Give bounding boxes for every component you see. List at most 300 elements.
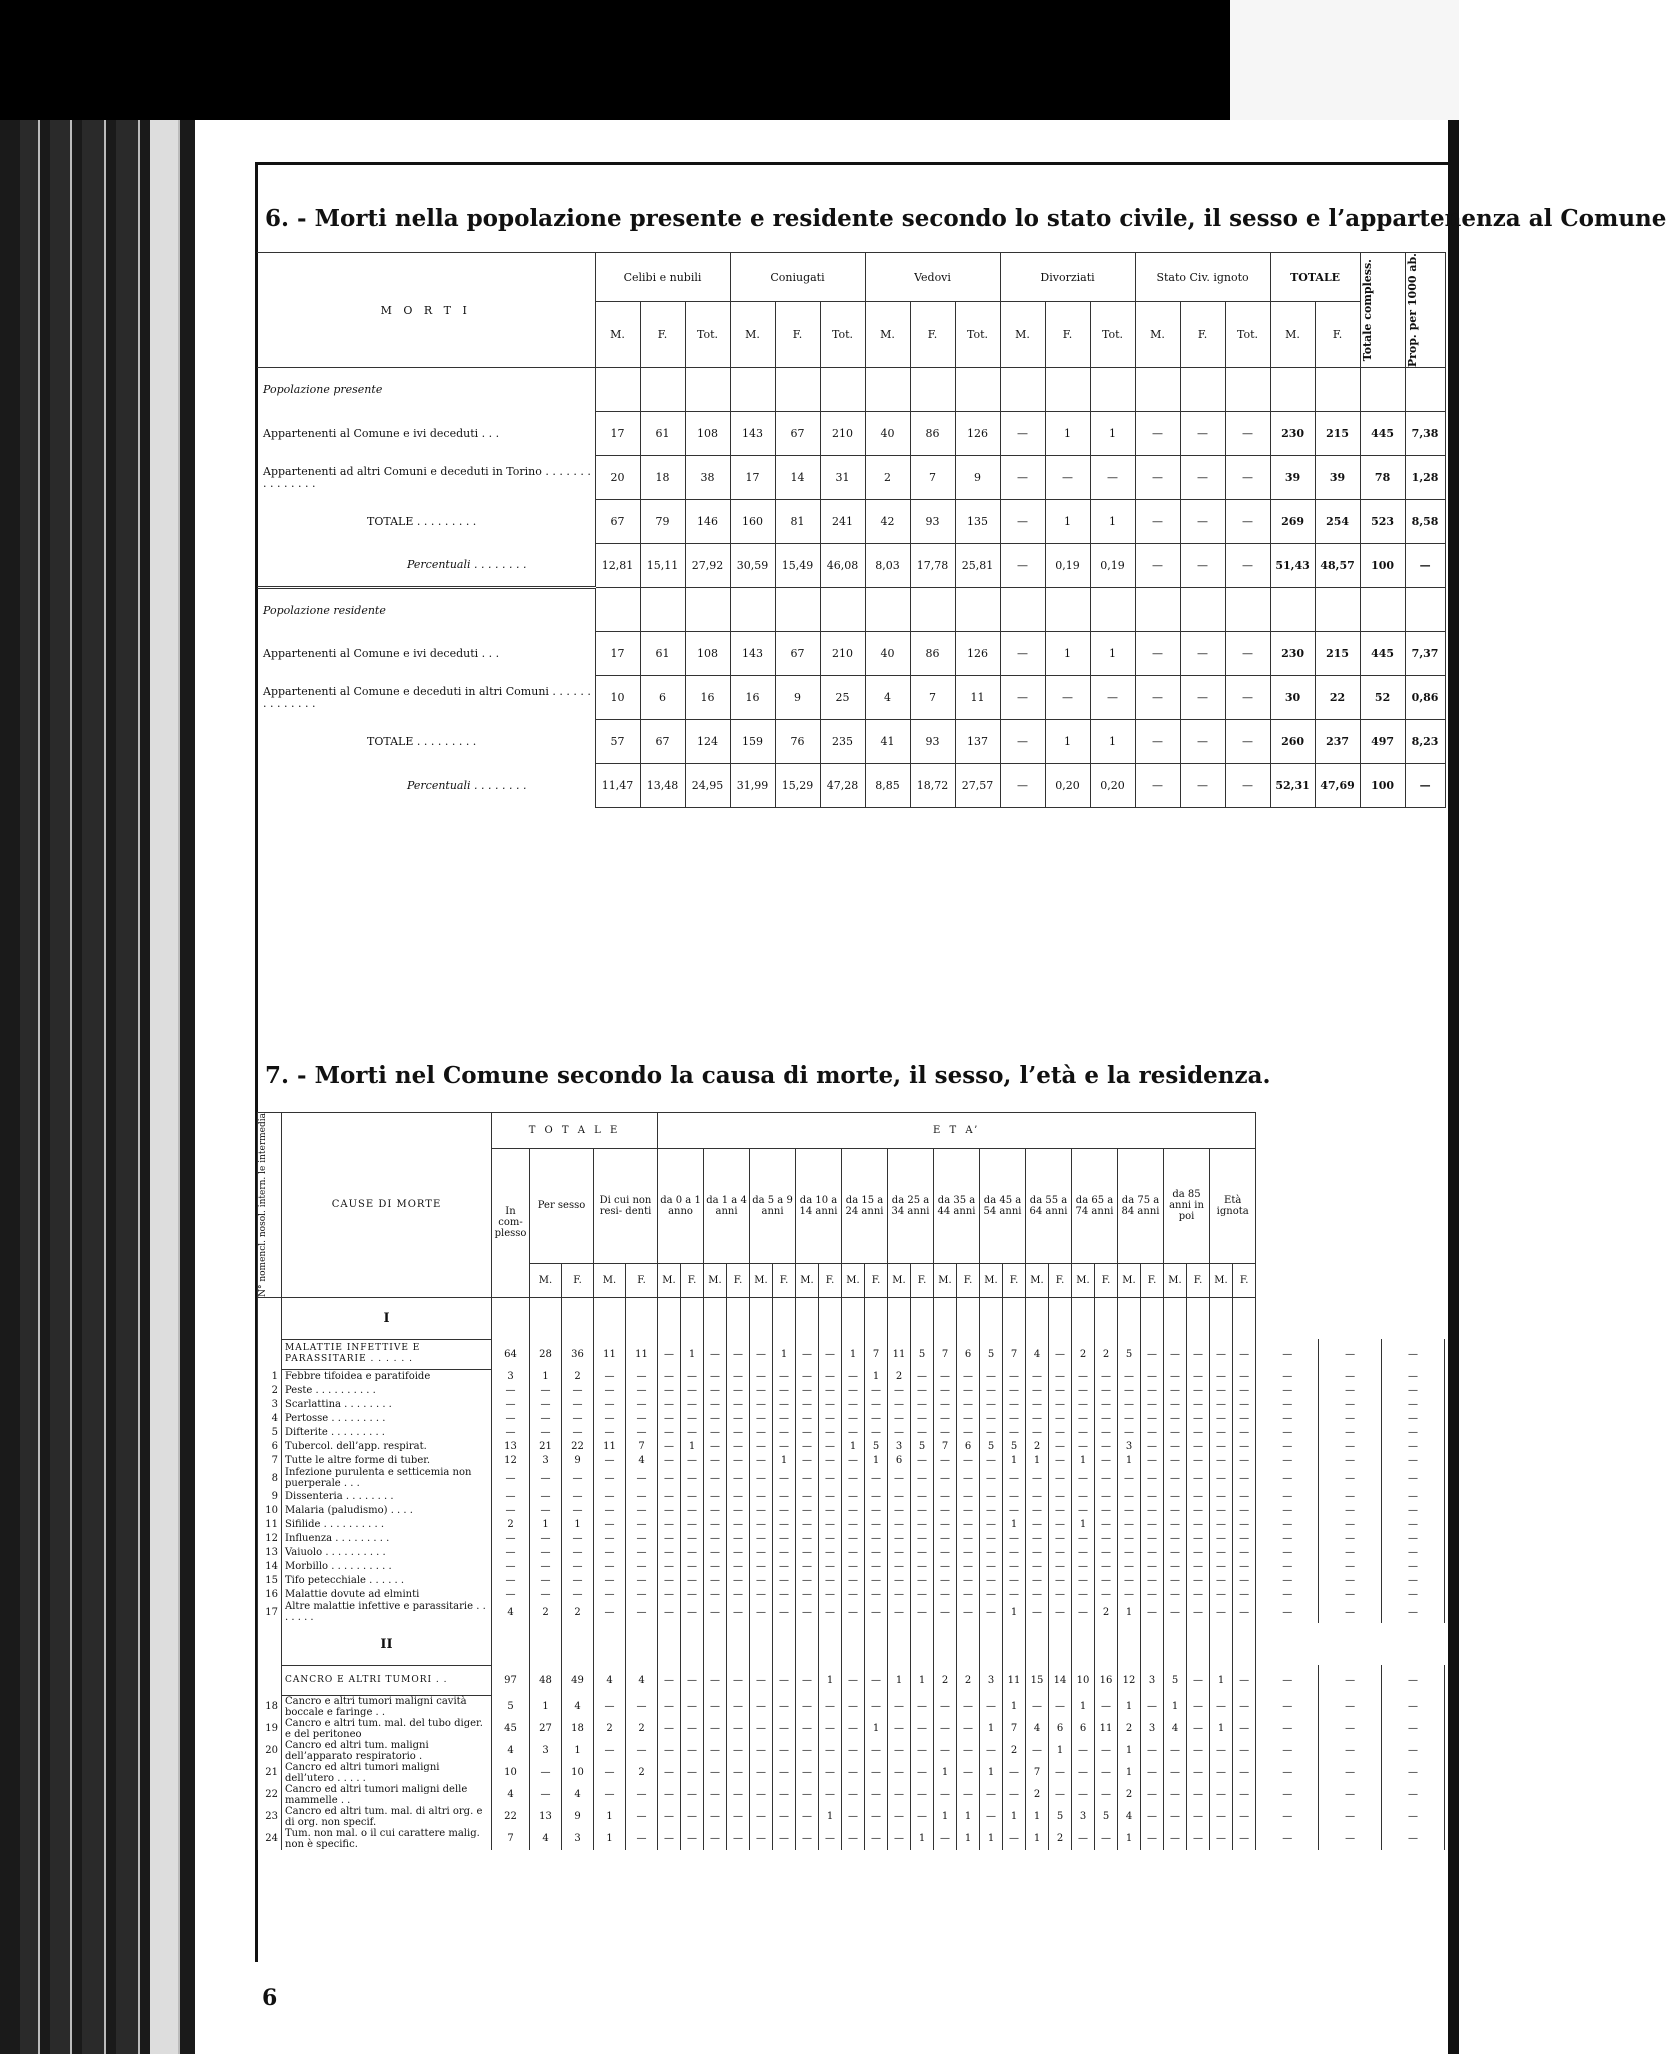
- table7-cell: —: [796, 1784, 819, 1806]
- table7-cell: —: [1026, 1369, 1049, 1383]
- table7-cell: 7: [934, 1439, 957, 1453]
- table6-cell: 67: [775, 632, 820, 676]
- table7-empty-cell: [562, 1311, 594, 1325]
- table6-empty-cell: [955, 368, 1000, 412]
- table7-cell: —: [658, 1397, 681, 1411]
- table7-cell: —: [1049, 1545, 1072, 1559]
- table6-cell: —: [1135, 632, 1180, 676]
- table7-cell: —: [796, 1517, 819, 1531]
- table7-cell: —: [1187, 1665, 1210, 1695]
- table7-empty-cell: [562, 1637, 594, 1651]
- table7-cell: —: [980, 1453, 1003, 1467]
- table7-empty-cell: [796, 1325, 819, 1339]
- table7-cell: —: [1072, 1784, 1095, 1806]
- table7-empty-cell: [1187, 1311, 1210, 1325]
- table6-cell: —: [1225, 720, 1270, 764]
- table7-cell: —: [1164, 1784, 1187, 1806]
- table7-row: [258, 1489, 1445, 1503]
- table7-cell: —: [1003, 1503, 1026, 1517]
- table7-cell: —: [1187, 1784, 1210, 1806]
- table7-empty-cell: [934, 1623, 957, 1637]
- table7-cell: —: [1049, 1784, 1072, 1806]
- table7-empty-cell: [957, 1637, 980, 1651]
- table6-empty-cell: [1135, 588, 1180, 632]
- table7-cell: —: [980, 1425, 1003, 1439]
- table7-row-num: 19: [258, 1718, 282, 1740]
- table7-cell: —: [1233, 1740, 1256, 1762]
- table7-cell: —: [750, 1740, 773, 1762]
- table7-empty-cell: [957, 1311, 980, 1325]
- table6-empty-cell: [865, 368, 910, 412]
- table7-cell: —: [865, 1383, 888, 1397]
- table6-cell: —: [1045, 676, 1090, 720]
- table7-cell: —: [1382, 1587, 1445, 1601]
- table7-cell: —: [594, 1397, 626, 1411]
- table7-empty-cell: [658, 1651, 681, 1665]
- table7-cell: —: [1319, 1718, 1382, 1740]
- table6-cell: 25: [820, 676, 865, 720]
- table7-cell: —: [1049, 1453, 1072, 1467]
- table7-row-label: Scarlattina . . . . . . . .: [282, 1397, 492, 1411]
- table7-row-label: Tifo petecchiale . . . . . .: [282, 1573, 492, 1587]
- table7-cell: —: [842, 1517, 865, 1531]
- table7-cell: —: [1319, 1545, 1382, 1559]
- table7-cell: —: [1164, 1383, 1187, 1397]
- table7-cell: 2: [1026, 1439, 1049, 1453]
- table7-cell: —: [626, 1573, 658, 1587]
- table6-sub-m: M.: [1270, 302, 1315, 368]
- table7-cell: 2: [1095, 1339, 1118, 1369]
- table6-empty-cell: [910, 588, 955, 632]
- table7-cell: —: [492, 1545, 530, 1559]
- table7-age-group: da 75 a 84 anni: [1118, 1149, 1164, 1264]
- table7-cell: —: [842, 1784, 865, 1806]
- table7-cell: 1: [911, 1665, 934, 1695]
- table7-cell: —: [1003, 1411, 1026, 1425]
- table7-empty-cell: [1187, 1623, 1210, 1637]
- table7-empty-cell: [704, 1297, 727, 1311]
- table7-cell: —: [750, 1383, 773, 1397]
- table7-cell: 3: [980, 1665, 1003, 1695]
- table7-cell: —: [681, 1806, 704, 1828]
- table7-cell: —: [865, 1489, 888, 1503]
- table7-empty-cell: [1118, 1325, 1141, 1339]
- table7-cell: —: [681, 1517, 704, 1531]
- table7-cell: —: [1187, 1587, 1210, 1601]
- table7-cell: —: [934, 1559, 957, 1573]
- table7-cell: —: [842, 1601, 865, 1623]
- table7-cell: —: [842, 1467, 865, 1489]
- table7-cell: —: [819, 1718, 842, 1740]
- table7-cell: —: [594, 1762, 626, 1784]
- table7-cell: —: [704, 1665, 727, 1695]
- table7-cell: —: [562, 1559, 594, 1573]
- table7-sub-m: M.: [1118, 1263, 1141, 1297]
- table7-cell: —: [1003, 1425, 1026, 1439]
- table7-cell: —: [1141, 1439, 1164, 1453]
- table7-empty-cell: [1003, 1637, 1026, 1651]
- table7-cell: —: [1049, 1601, 1072, 1623]
- table7-empty-cell: [1072, 1637, 1095, 1651]
- table7-cell: —: [626, 1531, 658, 1545]
- table7-cell: —: [1095, 1762, 1118, 1784]
- table7-empty-cell: [911, 1651, 934, 1665]
- table7-cell: —: [530, 1784, 562, 1806]
- table7-cell: —: [727, 1784, 750, 1806]
- table7-empty-cell: [842, 1623, 865, 1637]
- table7-roman-row: [258, 1311, 1445, 1325]
- table7-cell: —: [957, 1517, 980, 1531]
- table7-cell: —: [957, 1587, 980, 1601]
- table6-cell: 135: [955, 500, 1000, 544]
- table7-section-roman: I: [383, 1310, 390, 1326]
- table7-cell: —: [957, 1411, 980, 1425]
- table7-cell: —: [594, 1695, 626, 1718]
- table7-cell: —: [681, 1762, 704, 1784]
- table7-cell: —: [796, 1467, 819, 1489]
- table7-cell: —: [865, 1531, 888, 1545]
- table7-cell: 22: [492, 1806, 530, 1828]
- table7-cell: —: [1256, 1425, 1319, 1439]
- table7-row: [258, 1559, 1445, 1573]
- table7-cell: —: [865, 1425, 888, 1439]
- table7-cell: —: [888, 1762, 911, 1784]
- table6-cell: 215: [1315, 412, 1360, 456]
- table7-cell: —: [492, 1573, 530, 1587]
- table7-empty-cell: [957, 1623, 980, 1637]
- table7-row-num: 7: [258, 1453, 282, 1467]
- table7-cell: —: [681, 1740, 704, 1762]
- table7-empty-cell: [594, 1623, 626, 1637]
- table6-cell: 497: [1360, 720, 1405, 764]
- table7-cell: —: [562, 1587, 594, 1601]
- table7-cell: 4: [492, 1784, 530, 1806]
- table7-cell: —: [1210, 1740, 1233, 1762]
- table6-sub-f: F.: [1180, 302, 1225, 368]
- table7-empty-cell: [1210, 1637, 1233, 1651]
- table7-cell: —: [1382, 1369, 1445, 1383]
- table7-body: [258, 1297, 1445, 1850]
- table7-cell: —: [911, 1425, 934, 1439]
- table6-cell: 61: [640, 412, 685, 456]
- table7-cell: —: [658, 1545, 681, 1559]
- table7-cell: —: [773, 1601, 796, 1623]
- table7-age-group: Età ignota: [1210, 1149, 1256, 1264]
- table7-cell: —: [934, 1453, 957, 1467]
- table7-cell: —: [842, 1559, 865, 1573]
- table7-cell: —: [1187, 1545, 1210, 1559]
- table6-empty-cell: [730, 588, 775, 632]
- table7-empty-cell: [562, 1623, 594, 1637]
- table7-cell: —: [594, 1531, 626, 1545]
- table7-cell: —: [658, 1411, 681, 1425]
- table7-cell: —: [1319, 1439, 1382, 1453]
- table6-cell: 11: [955, 676, 1000, 720]
- table7-cell: —: [658, 1489, 681, 1503]
- table6-cell: —: [1000, 764, 1045, 808]
- table7-cell: —: [562, 1397, 594, 1411]
- table7-empty-cell: [750, 1325, 773, 1339]
- table7-cell: —: [704, 1425, 727, 1439]
- table6-cell: 235: [820, 720, 865, 764]
- table6-empty-cell: [640, 368, 685, 412]
- table7-empty-cell: [1003, 1325, 1026, 1339]
- table7-cell: —: [796, 1439, 819, 1453]
- table7-cell: 1: [1049, 1740, 1072, 1762]
- table7-cell: —: [1256, 1601, 1319, 1623]
- table7-cell: —: [727, 1397, 750, 1411]
- table6-empty-cell: [820, 368, 865, 412]
- table7-cell: —: [1072, 1467, 1095, 1489]
- table7-cell: —: [1233, 1559, 1256, 1573]
- table7-row-label: Cancro ed altri tum. mal. di altri org. e di org. non specif.: [282, 1806, 492, 1828]
- table6-cell: 67: [595, 500, 640, 544]
- table7-empty-cell: [1164, 1297, 1187, 1311]
- table7-cell: —: [704, 1806, 727, 1828]
- table6-cell: 93: [910, 720, 955, 764]
- table7-empty-cell: [773, 1637, 796, 1651]
- table7-cell: —: [1141, 1695, 1164, 1718]
- table7-cell: —: [681, 1665, 704, 1695]
- table7-cell: 1: [530, 1517, 562, 1531]
- table6-cell: 76: [775, 720, 820, 764]
- table7-cell: —: [957, 1784, 980, 1806]
- table7-cell: —: [1049, 1339, 1072, 1369]
- table7-cell: —: [1141, 1517, 1164, 1531]
- table7-cell: 3: [1118, 1439, 1141, 1453]
- table7-cell: —: [1256, 1453, 1319, 1467]
- table7-cell: 5: [1118, 1339, 1141, 1369]
- table7-sub-f: F.: [773, 1263, 796, 1297]
- table7-cell: —: [1072, 1601, 1095, 1623]
- table7-cell: —: [704, 1587, 727, 1601]
- table7-empty-cell: [658, 1325, 681, 1339]
- table7-cell: 4: [1026, 1339, 1049, 1369]
- table7-cell: —: [865, 1784, 888, 1806]
- table7-cell: —: [1210, 1439, 1233, 1453]
- table6-cell: 78: [1360, 456, 1405, 500]
- table7-cell: —: [819, 1531, 842, 1545]
- table6-cell: 86: [910, 632, 955, 676]
- table7-row-label: Tum. non mal. o il cui carattere malig. non è specific.: [282, 1828, 492, 1850]
- table6-cell: —: [1225, 456, 1270, 500]
- table6-cell: —: [1180, 412, 1225, 456]
- table6-cell: —: [1135, 720, 1180, 764]
- table7-cell: —: [934, 1784, 957, 1806]
- table7-row-label: Tubercol. dell’app. respirat.: [282, 1439, 492, 1453]
- table7-empty-cell: [796, 1623, 819, 1637]
- table7-cell: —: [796, 1762, 819, 1784]
- table7-row-num: 17: [258, 1601, 282, 1623]
- table6-cell: 38: [685, 456, 730, 500]
- table7-empty-cell: [258, 1339, 282, 1369]
- table7-age-group: da 45 a 54 anni: [980, 1149, 1026, 1264]
- table7-cell: —: [1026, 1503, 1049, 1517]
- table7-cell: —: [594, 1601, 626, 1623]
- table7-cell: —: [865, 1503, 888, 1517]
- table7-cell: 5: [980, 1339, 1003, 1369]
- table7-cell: —: [750, 1517, 773, 1531]
- table7-cell: —: [1141, 1489, 1164, 1503]
- table7-cell: —: [1233, 1369, 1256, 1383]
- table7-cell: —: [530, 1425, 562, 1439]
- table7-group-label: MALATTIE INFETTIVE E PARASSITARIE . . . . . .: [282, 1339, 492, 1369]
- table7-cell: —: [1072, 1503, 1095, 1517]
- table7-empty-cell: [492, 1311, 530, 1325]
- table7-cell: —: [934, 1503, 957, 1517]
- table7-cell: —: [727, 1740, 750, 1762]
- table7-cell: 10: [562, 1762, 594, 1784]
- table7-cell: 1: [1026, 1453, 1049, 1467]
- table7-cell: —: [530, 1545, 562, 1559]
- table7-cell: 7: [1003, 1339, 1026, 1369]
- table6-cell: —: [1090, 456, 1135, 500]
- table7-cell: —: [1256, 1559, 1319, 1573]
- table7-cell: —: [750, 1718, 773, 1740]
- table6-cell: 0,19: [1045, 544, 1090, 588]
- table7-empty-cell: [681, 1325, 704, 1339]
- table7-cell: —: [1164, 1828, 1187, 1850]
- table7-cell: —: [750, 1369, 773, 1383]
- table7-cell: —: [842, 1665, 865, 1695]
- table7-cell: —: [681, 1383, 704, 1397]
- table7-sub-m: M.: [796, 1263, 819, 1297]
- table7-empty-cell: [934, 1297, 957, 1311]
- table7-empty-cell: [980, 1325, 1003, 1339]
- table7-cell: —: [1382, 1784, 1445, 1806]
- table6-cell: 230: [1270, 412, 1315, 456]
- table7-sub-m: M.: [934, 1263, 957, 1297]
- table7-cell: —: [727, 1828, 750, 1850]
- table7-cell: —: [594, 1517, 626, 1531]
- table6-cell: 0,19: [1090, 544, 1135, 588]
- table7-row: [258, 1587, 1445, 1601]
- table7-cell: —: [773, 1383, 796, 1397]
- table7-empty-cell: [1095, 1311, 1118, 1325]
- table7-cell: —: [888, 1806, 911, 1828]
- table7-cell: —: [658, 1517, 681, 1531]
- table7-cell: —: [934, 1573, 957, 1587]
- table7-empty-cell: [594, 1297, 626, 1311]
- table7-cell: —: [1164, 1587, 1187, 1601]
- table6-cell: —: [1225, 764, 1270, 808]
- table7-cell: —: [773, 1425, 796, 1439]
- table7-cell: —: [1118, 1517, 1141, 1531]
- table6-cell: 47,28: [820, 764, 865, 808]
- table6-row: [257, 632, 1445, 676]
- table7-cell: —: [1382, 1573, 1445, 1587]
- table7-cell: —: [1072, 1439, 1095, 1453]
- table7-cell: —: [773, 1695, 796, 1718]
- table7-cell: —: [492, 1397, 530, 1411]
- table7-cell: 3: [530, 1740, 562, 1762]
- table7-cell: —: [1256, 1339, 1319, 1369]
- table7-cell: —: [1210, 1339, 1233, 1369]
- table7-cell: —: [658, 1806, 681, 1828]
- table7-group-row: [258, 1339, 1445, 1369]
- table6-empty-cell: [595, 588, 640, 632]
- table7-row-num: 11: [258, 1517, 282, 1531]
- table7-cell: —: [1382, 1397, 1445, 1411]
- table7-sub-m: M.: [842, 1263, 865, 1297]
- table7-empty-cell: [1072, 1325, 1095, 1339]
- table7-cell: —: [1026, 1587, 1049, 1601]
- table7-cell: 5: [1003, 1439, 1026, 1453]
- table7-empty-cell: [282, 1623, 492, 1637]
- table6-cell: 254: [1315, 500, 1360, 544]
- table6-cell: 1: [1045, 720, 1090, 764]
- table7-cell: —: [1164, 1531, 1187, 1545]
- table7-cell: —: [1049, 1439, 1072, 1453]
- table7-row-label: Cancro e altri tumori maligni cavità boccale e faringe . .: [282, 1695, 492, 1718]
- table7-cell: —: [1095, 1740, 1118, 1762]
- table7-cell: —: [980, 1740, 1003, 1762]
- table7-cell: —: [681, 1489, 704, 1503]
- table7-empty-cell: [594, 1311, 626, 1325]
- table7-row: [258, 1397, 1445, 1411]
- table7-cell: —: [1049, 1411, 1072, 1425]
- table7-cell: —: [1095, 1784, 1118, 1806]
- table7-row-label: Malattie dovute ad elminti: [282, 1587, 492, 1601]
- table7-cell: —: [1187, 1559, 1210, 1573]
- table6-cell: 10: [595, 676, 640, 720]
- table7-row-num: 16: [258, 1587, 282, 1601]
- table7-cell: —: [594, 1740, 626, 1762]
- table7-cell: —: [1095, 1517, 1118, 1531]
- table7-cell: —: [492, 1503, 530, 1517]
- table7-cell: —: [626, 1784, 658, 1806]
- table7-cell: 11: [888, 1339, 911, 1369]
- table7-cell: —: [911, 1573, 934, 1587]
- table7-row-num: 13: [258, 1545, 282, 1559]
- table7-empty-cell: [865, 1651, 888, 1665]
- table7-cell: —: [773, 1397, 796, 1411]
- table7-empty-cell: [888, 1651, 911, 1665]
- table7-cell: —: [594, 1383, 626, 1397]
- table7-title: 7. - Morti nel Comune secondo la causa di morte, il sesso, l’età e la residenza.: [265, 1062, 1271, 1089]
- table7-cell: —: [1072, 1489, 1095, 1503]
- table7-empty-cell: [773, 1623, 796, 1637]
- table7-cell: —: [1118, 1503, 1141, 1517]
- table7-cell: —: [1095, 1559, 1118, 1573]
- table7-empty-cell: [1095, 1651, 1118, 1665]
- table7-empty-cell: [842, 1637, 865, 1651]
- table7-cell: —: [934, 1411, 957, 1425]
- table6-cell: —: [1180, 456, 1225, 500]
- table7-cell: —: [492, 1383, 530, 1397]
- table7-row: [258, 1467, 1445, 1489]
- table7-cell: 5: [980, 1439, 1003, 1453]
- table7-cell: —: [562, 1503, 594, 1517]
- table7-cell: —: [796, 1718, 819, 1740]
- table7-empty-cell: [1026, 1311, 1049, 1325]
- table6-row: [257, 412, 1445, 456]
- table7-empty-cell: [1141, 1651, 1164, 1665]
- table6-sub-tot: Tot.: [955, 302, 1000, 368]
- table7-cell: —: [1210, 1828, 1233, 1850]
- table7-col-sesso: Per sesso: [530, 1149, 594, 1264]
- table7-cell: —: [750, 1587, 773, 1601]
- table6-cell: 260: [1270, 720, 1315, 764]
- table6-cell: —: [1135, 764, 1180, 808]
- table7-row-label: Altre malattie infettive e parassitarie . . . . . . .: [282, 1601, 492, 1623]
- table7-cell: 4: [530, 1828, 562, 1850]
- table7-cell: —: [1233, 1383, 1256, 1397]
- table7-cell: —: [796, 1397, 819, 1411]
- table7-empty-cell: [704, 1325, 727, 1339]
- table7-empty-cell: [727, 1311, 750, 1325]
- table6-cell: 9: [955, 456, 1000, 500]
